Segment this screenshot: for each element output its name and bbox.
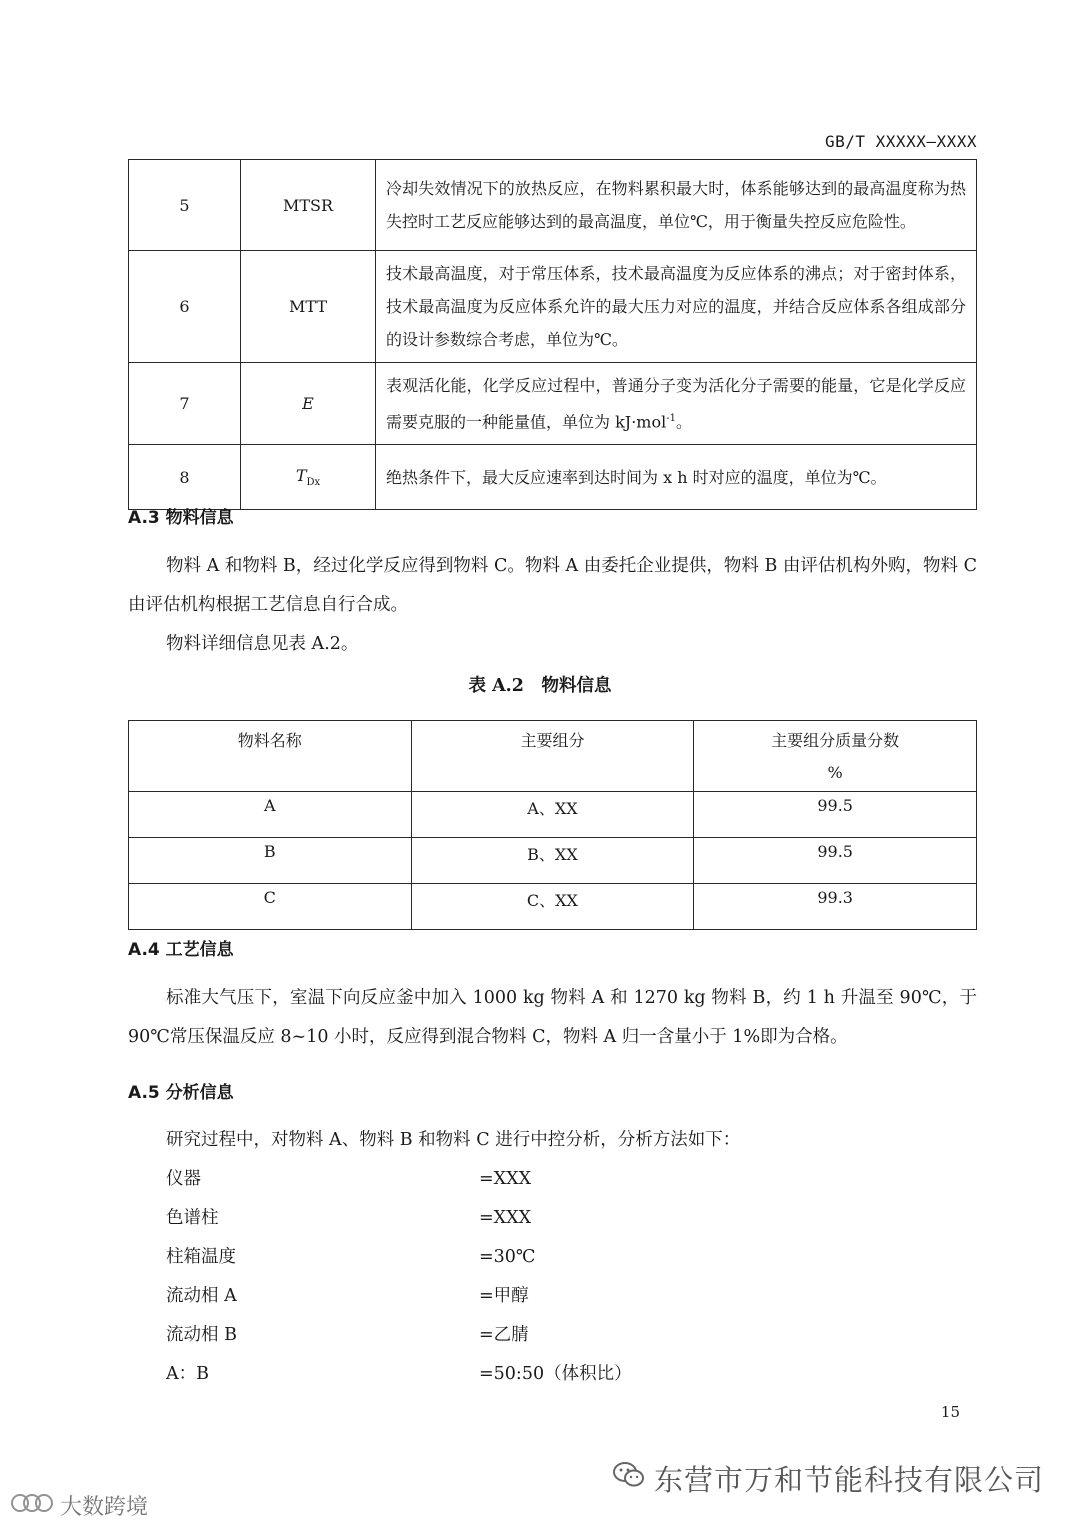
page-number: 15 bbox=[940, 1403, 960, 1421]
analysis-param bbox=[166, 1160, 766, 1199]
param-key: 仪器 bbox=[166, 1169, 201, 1189]
paragraph-table-ref: 物料详细信息见表 A.2。 bbox=[166, 634, 359, 654]
definitions-table bbox=[128, 159, 977, 510]
mass-fraction: 99.3 bbox=[694, 884, 977, 930]
table-row bbox=[129, 445, 977, 510]
param-value: =50:50（体积比） bbox=[479, 1364, 632, 1384]
param-value: =30℃ bbox=[479, 1247, 536, 1267]
wechat-icon bbox=[612, 1460, 646, 1497]
symbol-e: E bbox=[302, 394, 314, 414]
param-key: A：B bbox=[166, 1364, 209, 1384]
main-component: C、XX bbox=[411, 884, 694, 930]
symbol-cell: MTSR bbox=[241, 160, 376, 251]
material-name: B bbox=[129, 838, 412, 884]
company-watermark bbox=[612, 1458, 1044, 1499]
table-row bbox=[129, 251, 977, 363]
analysis-param bbox=[166, 1355, 766, 1394]
paragraph-analysis-intro: 研究过程中，对物料 A、物料 B 和物料 C 进行中控分析，分析方法如下： bbox=[166, 1130, 741, 1150]
paragraph-process: 标准大气压下，室温下向反应釜中加入 1000 kg 物料 A 和 1270 kg 物料 B，约 1 h 升温至 90℃，于 90℃常压保温反应 8~10 小时，反应得到混合物料 C，物料 A 归一含量小于 1%即为合格。 bbox=[128, 988, 977, 1047]
symbol-t: T bbox=[295, 466, 307, 486]
param-value: =XXX bbox=[479, 1169, 532, 1189]
row-number: 7 bbox=[129, 363, 241, 445]
materials-table bbox=[128, 720, 977, 930]
main-component: B、XX bbox=[411, 838, 694, 884]
unit-superscript: -1 bbox=[666, 413, 676, 424]
main-component: A、XX bbox=[411, 792, 694, 838]
header-main-component: 主要组分 bbox=[411, 721, 694, 792]
param-key: 流动相 B bbox=[166, 1325, 237, 1345]
table-caption: 表 A.2 物料信息 bbox=[468, 676, 612, 696]
header-material-name: 物料名称 bbox=[129, 721, 412, 792]
material-name: C bbox=[129, 884, 412, 930]
symbol-cell bbox=[241, 445, 376, 510]
param-key: 色谱柱 bbox=[166, 1208, 219, 1228]
row-number: 5 bbox=[129, 160, 241, 251]
param-key: 柱箱温度 bbox=[166, 1247, 236, 1267]
paragraph-materials: 物料 A 和物料 B，经过化学反应得到物料 C。物料 A 由委托企业提供，物料 B 由评估机构外购，物料 C 由评估机构根据工艺信息自行合成。 bbox=[128, 556, 977, 615]
row-number: 8 bbox=[129, 445, 241, 510]
table-row bbox=[129, 160, 977, 251]
param-value: =乙腈 bbox=[479, 1325, 529, 1345]
row-number: 6 bbox=[129, 251, 241, 363]
symbol-cell bbox=[241, 363, 376, 445]
description-end: 。 bbox=[675, 412, 692, 432]
material-name: A bbox=[129, 792, 412, 838]
analysis-param bbox=[166, 1238, 766, 1277]
table-row bbox=[129, 884, 977, 930]
table-header-row bbox=[129, 721, 977, 792]
header-unit: % bbox=[827, 763, 843, 782]
analysis-param bbox=[166, 1316, 766, 1355]
section-heading-a5: A.5 分析信息 bbox=[128, 1083, 234, 1103]
param-value: =甲醇 bbox=[479, 1286, 529, 1306]
analysis-param bbox=[166, 1277, 766, 1316]
symbol-cell: MTT bbox=[241, 251, 376, 363]
description-cell: 技术最高温度，对于常压体系，技术最高温度为反应体系的沸点；对于密封体系，技术最高温度为反应体系允许的最大压力对应的温度，并结合反应体系各组成部分的设计参数综合考虑，单位为℃。 bbox=[376, 251, 977, 363]
header-mass-fraction bbox=[694, 721, 977, 792]
section-heading-a4: A.4 工艺信息 bbox=[128, 940, 234, 960]
header-mass-fraction-label: 主要组分质量分数 bbox=[771, 731, 900, 750]
standard-code: GB/T XXXXX—XXXX bbox=[825, 132, 977, 151]
description-cell: 冷却失效情况下的放热反应，在物料累积最大时，体系能够达到的最高温度称为热失控时工艺反应能够达到的最高温度，单位℃，用于衡量失控反应危险性。 bbox=[376, 160, 977, 251]
param-key: 流动相 A bbox=[166, 1286, 237, 1306]
symbol-subscript: Dx bbox=[306, 477, 321, 489]
description-text: 表观活化能，化学反应过程中，普通分子变为活化分子需要的能量，它是化学反应需要克服的一种能量值，单位为 kJ·mol bbox=[386, 376, 966, 432]
mass-fraction: 99.5 bbox=[694, 838, 977, 884]
table-row bbox=[129, 363, 977, 445]
mass-fraction: 99.5 bbox=[694, 792, 977, 838]
table-row bbox=[129, 792, 977, 838]
site-logo-icon bbox=[10, 1491, 54, 1521]
param-value: =XXX bbox=[479, 1208, 532, 1228]
table-row bbox=[129, 838, 977, 884]
section-heading-a3: A.3 物料信息 bbox=[128, 508, 234, 528]
description-cell: 绝热条件下，最大反应速率到达时间为 x h 时对应的温度，单位为℃。 bbox=[376, 445, 977, 510]
site-watermark bbox=[10, 1490, 148, 1521]
site-name: 大数跨境 bbox=[60, 1495, 149, 1520]
company-name: 东营市万和节能科技有限公司 bbox=[653, 1463, 1044, 1497]
description-cell bbox=[376, 363, 977, 445]
analysis-param bbox=[166, 1199, 766, 1238]
